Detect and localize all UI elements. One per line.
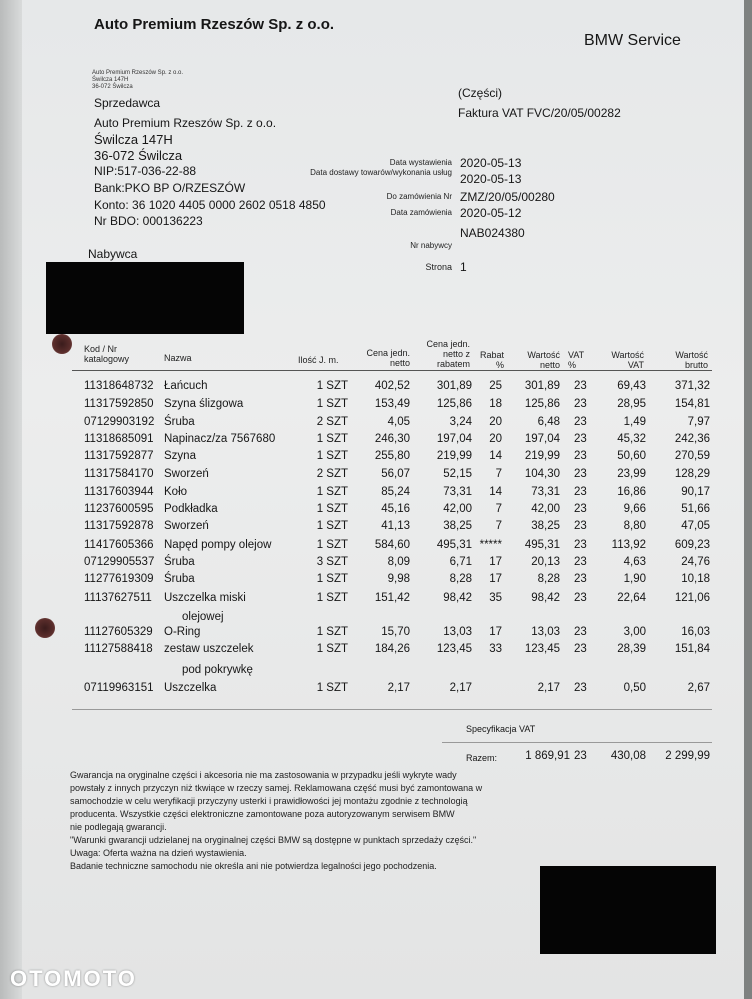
cell-vat: 23 bbox=[574, 592, 587, 604]
cell-qty: 1 SZT bbox=[316, 539, 348, 551]
cell-qty: 1 SZT bbox=[316, 503, 348, 515]
seller-line: NIP:517-036-22-88 bbox=[94, 164, 197, 178]
cell-net: 301,89 bbox=[524, 380, 560, 392]
cell-unit-net: 151,42 bbox=[374, 592, 410, 604]
cell-net: 197,04 bbox=[524, 433, 560, 445]
total-vat-pct: 23 bbox=[574, 750, 587, 762]
cell-code: 11417605366 bbox=[84, 539, 154, 551]
cell-vat-val: 69,43 bbox=[617, 380, 646, 392]
cell-qty: 1 SZT bbox=[316, 450, 348, 462]
cell-disc: 20 bbox=[489, 433, 502, 445]
order-date-value: 2020-05-12 bbox=[460, 206, 522, 220]
header-divider bbox=[72, 370, 712, 371]
seller-line: 36-072 Świlcza bbox=[94, 148, 183, 163]
cell-unit-disc: 495,31 bbox=[436, 539, 472, 551]
buyer-label: Nabywca bbox=[88, 247, 138, 261]
delivery-date-value: 2020-05-13 bbox=[460, 172, 522, 186]
header-unit-net: Cena jedn. netto bbox=[366, 348, 410, 368]
cell-vat-val: 1,90 bbox=[623, 573, 646, 585]
cell-disc: 33 bbox=[489, 643, 502, 655]
cell-qty: 1 SZT bbox=[316, 626, 348, 638]
cell-unit-disc: 73,31 bbox=[443, 486, 472, 498]
cell-name: Szyna ślizgowa bbox=[164, 398, 244, 410]
seller-label: Sprzedawca bbox=[94, 96, 161, 110]
invoice-sheet bbox=[22, 0, 744, 999]
table-row bbox=[22, 643, 744, 660]
cell-vat-val: 113,92 bbox=[611, 539, 646, 551]
vat-spec-title: Specyfikacja VAT bbox=[466, 724, 536, 734]
cell-vat: 23 bbox=[574, 503, 587, 515]
cell-disc: 14 bbox=[489, 450, 502, 462]
footer-line: nie podlegają gwarancji. bbox=[70, 822, 167, 832]
cell-gross: 121,06 bbox=[674, 592, 710, 604]
cell-gross: 270,59 bbox=[674, 450, 710, 462]
cell-vat-val: 23,99 bbox=[617, 468, 646, 480]
header-name: Nazwa bbox=[164, 353, 192, 363]
cell-vat-val: 8,80 bbox=[623, 520, 646, 532]
cell-unit-net: 45,16 bbox=[381, 503, 410, 515]
cell-name: zestaw uszczelek bbox=[164, 643, 254, 655]
cell-gross: 151,84 bbox=[674, 643, 710, 655]
cell-code: 11318648732 bbox=[84, 380, 154, 392]
summary-divider bbox=[442, 742, 712, 743]
table-row bbox=[22, 626, 744, 643]
table-row bbox=[22, 556, 744, 573]
footer-line: Badanie techniczne samochodu nie określa ani nie potwierdza legalności jego pochodzenia. bbox=[70, 861, 437, 871]
cell-name: O-Ring bbox=[164, 626, 201, 638]
cell-vat: 23 bbox=[574, 398, 587, 410]
table-row bbox=[22, 539, 744, 556]
cell-net: 42,00 bbox=[531, 503, 560, 515]
seller-line: Bank:PKO BP O/RZESZÓW bbox=[94, 181, 246, 195]
table-row bbox=[22, 486, 744, 503]
cell-name: Napęd pompy olejow bbox=[164, 539, 272, 551]
cell-unit-disc: 98,42 bbox=[443, 592, 472, 604]
cell-vat: 23 bbox=[574, 643, 587, 655]
cell-vat-val: 16,86 bbox=[617, 486, 646, 498]
cell-name: Podkładka bbox=[164, 503, 218, 515]
cell-code: 11317603944 bbox=[84, 486, 154, 498]
issue-date-value: 2020-05-13 bbox=[460, 156, 522, 170]
order-date-label: Data zamówienia bbox=[390, 208, 452, 217]
cell-qty: 1 SZT bbox=[316, 486, 348, 498]
cell-gross: 2,67 bbox=[687, 682, 710, 694]
cell-vat-val: 9,66 bbox=[623, 503, 646, 515]
cell-gross: 7,97 bbox=[687, 416, 710, 428]
cell-gross: 24,76 bbox=[681, 556, 710, 568]
footer-line: "Warunki gwarancji udzielanej na oryginalnej części BMW są dostępne w punktach sprzedaży części." bbox=[70, 835, 477, 845]
invoice-title: Faktura VAT FVC/20/05/00282 bbox=[458, 106, 621, 120]
cell-vat: 23 bbox=[574, 682, 587, 694]
cell-unit-net: 9,98 bbox=[387, 573, 410, 585]
header-discount: Rabat % bbox=[479, 350, 504, 370]
cell-net: 8,28 bbox=[537, 573, 560, 585]
cell-code: 11318685091 bbox=[84, 433, 154, 445]
cell-unit-disc: 2,17 bbox=[449, 682, 472, 694]
cell-unit-net: 255,80 bbox=[374, 450, 410, 462]
cell-gross: 51,66 bbox=[681, 503, 710, 515]
header-qty: Ilość J. m. bbox=[298, 355, 339, 365]
header-vat-pct: VAT % bbox=[568, 350, 585, 370]
cell-qty: 3 SZT bbox=[316, 556, 348, 568]
cell-disc: 25 bbox=[489, 380, 502, 392]
cell-code: 11277619309 bbox=[84, 573, 154, 585]
header-net-value: Wartość netto bbox=[527, 350, 560, 370]
cell-vat-val: 0,50 bbox=[623, 682, 646, 694]
cell-unit-net: 41,13 bbox=[381, 520, 410, 532]
cell-gross: 128,29 bbox=[674, 468, 710, 480]
cell-gross: 609,23 bbox=[674, 539, 710, 551]
cell-vat: 23 bbox=[574, 573, 587, 585]
cell-net: 2,17 bbox=[537, 682, 560, 694]
table-row bbox=[22, 592, 744, 609]
cell-qty: 1 SZT bbox=[316, 643, 348, 655]
cell-code: 07129903192 bbox=[84, 416, 155, 428]
cell-vat-val: 50,60 bbox=[617, 450, 646, 462]
cell-vat-val: 1,49 bbox=[623, 416, 646, 428]
cell-name: Śruba bbox=[164, 573, 195, 585]
cell-qty: 1 SZT bbox=[316, 573, 348, 585]
order-no-value: ZMZ/20/05/00280 bbox=[460, 190, 555, 204]
table-row bbox=[22, 682, 744, 699]
cell-name: Uszczelka miski bbox=[164, 592, 246, 604]
cell-code: 11137627511 bbox=[84, 592, 152, 604]
small-address-line: Świlcza 147H bbox=[92, 77, 129, 83]
total-gross: 2 299,99 bbox=[665, 750, 710, 762]
cell-name: Szyna bbox=[164, 450, 196, 462]
cell-gross: 90,17 bbox=[681, 486, 710, 498]
total-vat-value: 430,08 bbox=[610, 750, 646, 762]
cell-vat-val: 4,63 bbox=[623, 556, 646, 568]
cell-name: Napinacz/za 7567680 bbox=[164, 433, 276, 445]
cell-qty: 1 SZT bbox=[316, 520, 348, 532]
background-left bbox=[0, 0, 22, 999]
cell-net: 104,30 bbox=[524, 468, 560, 480]
redacted-signature-block bbox=[540, 866, 716, 954]
page-value: 1 bbox=[460, 260, 467, 274]
cell-vat: 23 bbox=[574, 626, 587, 638]
cell-disc: 7 bbox=[495, 503, 502, 515]
brand-name: BMW Service bbox=[584, 32, 681, 49]
cell-disc: 7 bbox=[495, 468, 502, 480]
cell-gross: 16,03 bbox=[681, 626, 710, 638]
cell-name: Uszczelka bbox=[164, 682, 217, 694]
table-row bbox=[22, 433, 744, 450]
cell-unit-disc: 52,15 bbox=[443, 468, 472, 480]
cell-net: 13,03 bbox=[531, 626, 560, 638]
table-divider bbox=[72, 709, 712, 710]
cell-unit-disc: 123,45 bbox=[436, 643, 472, 655]
cell-net: 98,42 bbox=[531, 592, 560, 604]
cell-vat: 23 bbox=[574, 416, 587, 428]
cell-unit-net: 8,09 bbox=[387, 556, 410, 568]
cell-name: Śruba bbox=[164, 416, 195, 428]
cell-unit-net: 2,17 bbox=[387, 682, 410, 694]
cell-vat: 23 bbox=[574, 539, 587, 551]
cell-disc: 35 bbox=[489, 592, 502, 604]
cell-vat: 23 bbox=[574, 468, 587, 480]
punch-hole bbox=[52, 334, 72, 354]
cell-net: 125,86 bbox=[524, 398, 560, 410]
table-row bbox=[22, 398, 744, 415]
cell-vat-val: 28,39 bbox=[617, 643, 646, 655]
table-row bbox=[22, 468, 744, 485]
issue-date-label: Data wystawienia bbox=[389, 158, 452, 167]
header-code: Kod / Nr katalogowy bbox=[84, 344, 130, 364]
cell-qty: 1 SZT bbox=[316, 398, 348, 410]
cell-disc: 18 bbox=[489, 398, 502, 410]
cell-unit-net: 56,07 bbox=[381, 468, 410, 480]
cell-gross: 242,36 bbox=[674, 433, 710, 445]
cell-vat: 23 bbox=[574, 486, 587, 498]
cell-disc: 17 bbox=[489, 573, 502, 585]
invoice-type: (Części) bbox=[458, 86, 502, 100]
cell-net: 495,31 bbox=[524, 539, 560, 551]
cell-unit-net: 85,24 bbox=[381, 486, 410, 498]
cell-unit-disc: 301,89 bbox=[436, 380, 472, 392]
cell-qty: 1 SZT bbox=[316, 380, 348, 392]
header-unit-disc: Cena jedn. netto z rabatem bbox=[426, 339, 470, 369]
cell-vat: 23 bbox=[574, 433, 587, 445]
cell-unit-net: 246,30 bbox=[374, 433, 410, 445]
cell-net: 38,25 bbox=[531, 520, 560, 532]
cell-disc: 14 bbox=[489, 486, 502, 498]
cell-vat: 23 bbox=[574, 556, 587, 568]
cell-name: Koło bbox=[164, 486, 188, 498]
small-address-line: Auto Premium Rzeszów Sp. z o.o. bbox=[92, 70, 184, 76]
cell-net: 73,31 bbox=[531, 486, 560, 498]
cell-net: 6,48 bbox=[537, 416, 560, 428]
cell-vat-val: 3,00 bbox=[623, 626, 646, 638]
footer-line: powstały z innych przyczyn niż tkwiące w rzeczy samej. Reklamowana część musi być zamontowana w bbox=[70, 783, 483, 793]
company-name: Auto Premium Rzeszów Sp. z o.o. bbox=[94, 16, 335, 33]
cell-code: 07129905537 bbox=[84, 556, 155, 568]
total-label: Razem: bbox=[466, 753, 498, 763]
cell-unit-disc: 6,71 bbox=[449, 556, 472, 568]
seller-line: Konto: 36 1020 4405 0000 2602 0518 4850 bbox=[94, 198, 326, 212]
small-address-line: 36-072 Świlcza bbox=[92, 84, 133, 90]
watermark-logo: OTOMOTO bbox=[10, 966, 137, 991]
cell-gross: 47,05 bbox=[681, 520, 710, 532]
footer-line: Gwarancja na oryginalne części i akcesoria nie ma zastosowania w przypadku jeśli wykryte wady bbox=[70, 770, 457, 780]
cell-vat-val: 45,32 bbox=[617, 433, 646, 445]
footer-line: samochodzie w celu weryfikacji przyczyny usterki i prawidłowości jej montażu zgodnie z technologią bbox=[70, 796, 468, 806]
cell-vat-val: 28,95 bbox=[617, 398, 646, 410]
cell-code: 11127605329 bbox=[84, 626, 153, 638]
redacted-buyer-block bbox=[46, 262, 244, 334]
footer-line: producenta. Wszystkie części elektroniczne zamontowane poza autoryzowanym serwisem BMW bbox=[70, 809, 455, 819]
cell-gross: 10,18 bbox=[681, 573, 710, 585]
cell-code: 11317592850 bbox=[84, 398, 154, 410]
cell-name: olejowej bbox=[182, 611, 224, 623]
cell-disc: 17 bbox=[489, 556, 502, 568]
cell-unit-net: 153,49 bbox=[374, 398, 410, 410]
cell-name: Łańcuch bbox=[164, 380, 208, 392]
reference-value: NAB024380 bbox=[460, 226, 525, 240]
cell-disc: 20 bbox=[489, 416, 502, 428]
table-row bbox=[22, 450, 744, 467]
cell-name: pod pokrywkę bbox=[182, 664, 253, 676]
footer-line: Uwaga: Oferta ważna na dzień wystawienia. bbox=[70, 848, 247, 858]
cell-unit-disc: 38,25 bbox=[443, 520, 472, 532]
cell-qty: 1 SZT bbox=[316, 682, 348, 694]
cell-unit-disc: 42,00 bbox=[443, 503, 472, 515]
seller-line: Nr BDO: 000136223 bbox=[94, 214, 203, 228]
table-row bbox=[22, 573, 744, 590]
cell-qty: 1 SZT bbox=[316, 433, 348, 445]
seller-line: Świlcza 147H bbox=[94, 132, 173, 147]
cell-name: Śruba bbox=[164, 556, 195, 568]
cell-unit-disc: 197,04 bbox=[436, 433, 472, 445]
cell-vat: 23 bbox=[574, 520, 587, 532]
cell-code: 11317592878 bbox=[84, 520, 154, 532]
page-label: Strona bbox=[425, 262, 452, 272]
table-row bbox=[22, 520, 744, 537]
table-row bbox=[22, 664, 744, 681]
table-row bbox=[22, 503, 744, 520]
cell-unit-disc: 8,28 bbox=[449, 573, 472, 585]
cell-disc: 7 bbox=[495, 520, 502, 532]
cell-unit-net: 184,26 bbox=[374, 643, 410, 655]
cell-code: 11317592877 bbox=[84, 450, 154, 462]
delivery-date-label: Data dostawy towarów/wykonania usług bbox=[310, 168, 452, 177]
cell-code: 11127588418 bbox=[84, 643, 153, 655]
order-no-label: Do zamówienia Nr bbox=[386, 192, 452, 201]
cell-qty: 1 SZT bbox=[316, 592, 348, 604]
cell-qty: 2 SZT bbox=[316, 468, 348, 480]
cell-vat: 23 bbox=[574, 380, 587, 392]
cell-code: 11237600595 bbox=[84, 503, 154, 515]
buyer-no-label: Nr nabywcy bbox=[410, 241, 452, 250]
cell-unit-net: 15,70 bbox=[381, 626, 410, 638]
cell-unit-net: 4,05 bbox=[387, 416, 410, 428]
table-row bbox=[22, 380, 744, 397]
cell-disc: 17 bbox=[489, 626, 502, 638]
cell-net: 123,45 bbox=[524, 643, 560, 655]
cell-unit-net: 402,52 bbox=[374, 380, 410, 392]
cell-name: Sworzeń bbox=[164, 520, 209, 532]
cell-vat-val: 22,64 bbox=[617, 592, 646, 604]
cell-gross: 371,32 bbox=[674, 380, 710, 392]
cell-vat: 23 bbox=[574, 450, 587, 462]
cell-net: 20,13 bbox=[531, 556, 560, 568]
cell-disc: ***** bbox=[479, 539, 502, 551]
background-right bbox=[744, 0, 752, 999]
table-row bbox=[22, 416, 744, 433]
seller-line: Auto Premium Rzeszów Sp. z o.o. bbox=[94, 116, 277, 130]
cell-code: 07119963151 bbox=[84, 682, 154, 694]
total-net: 1 869,91 bbox=[525, 750, 570, 762]
header-vat-value: Wartość VAT bbox=[611, 350, 644, 370]
cell-name: Sworzeń bbox=[164, 468, 209, 480]
cell-net: 219,99 bbox=[524, 450, 560, 462]
cell-unit-net: 584,60 bbox=[374, 539, 410, 551]
header-gross: Wartość brutto bbox=[675, 350, 708, 370]
cell-gross: 154,81 bbox=[674, 398, 710, 410]
cell-unit-disc: 125,86 bbox=[436, 398, 472, 410]
cell-unit-disc: 3,24 bbox=[449, 416, 472, 428]
cell-code: 11317584170 bbox=[84, 468, 154, 480]
cell-unit-disc: 219,99 bbox=[436, 450, 472, 462]
cell-unit-disc: 13,03 bbox=[443, 626, 472, 638]
cell-qty: 2 SZT bbox=[316, 416, 348, 428]
